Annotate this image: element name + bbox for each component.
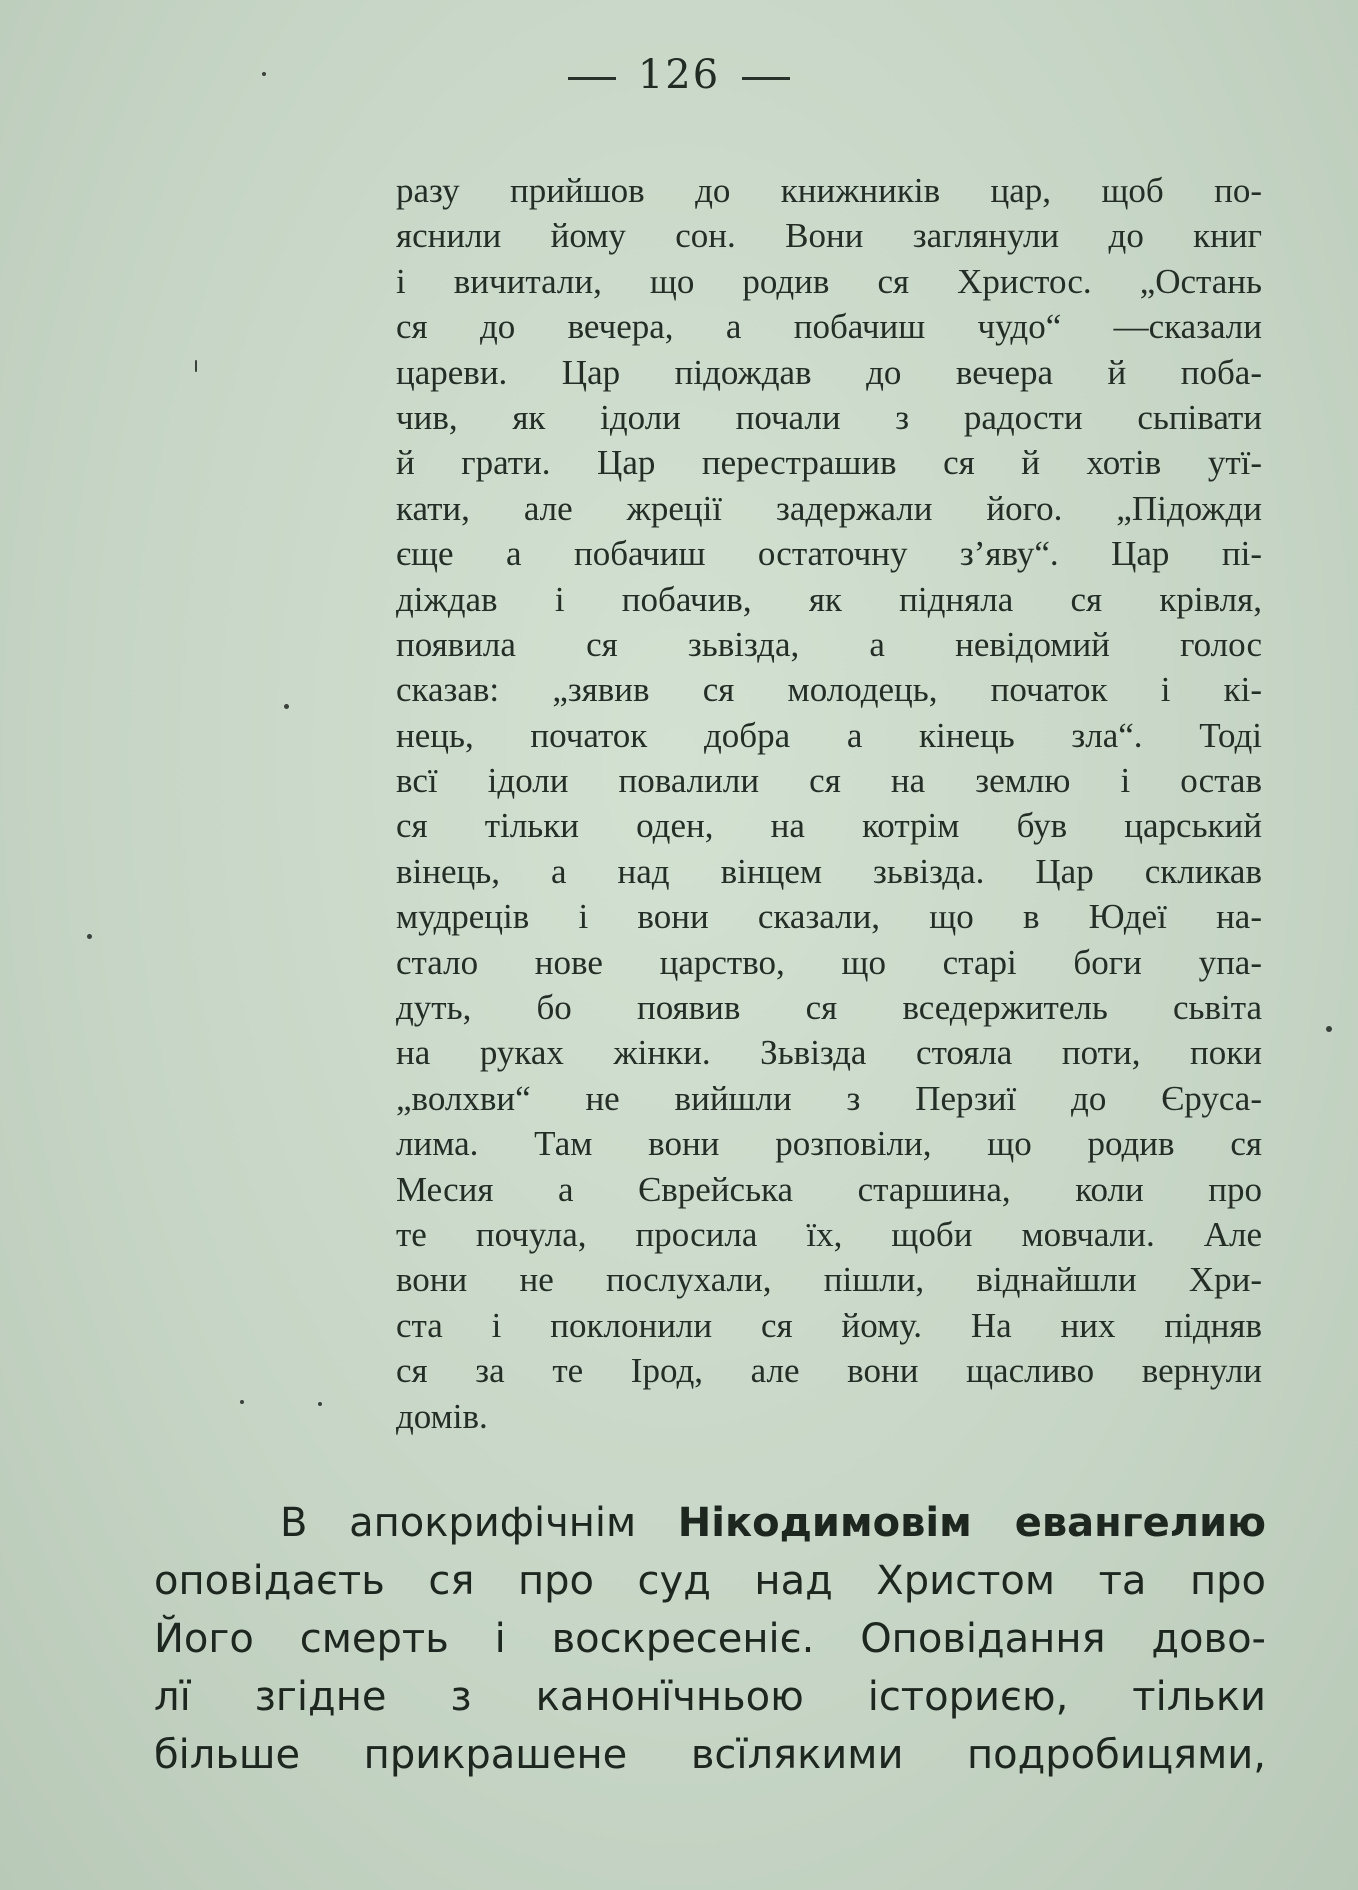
quote-line: разу прийшов до книжників цар, щоб по- [396,171,1262,210]
page-number-text: 126 [637,52,721,98]
quote-line: яснили йому сон. Вони заглянули до книг [396,216,1262,256]
quote-line: сказав: „зявив ся молодець, початок і кі- [396,670,1262,710]
paper-speck [318,1402,322,1406]
page-number [0,52,1358,98]
main-line: оповідаєть ся про суд над Христом та про [154,1558,1266,1604]
quote-line: домів. [396,1396,488,1436]
main-line: лї згідне з канонїчньою істориєю, тільки [154,1674,1266,1720]
main-paragraph [154,1494,1266,1784]
paper-speck [87,934,92,939]
quote-line: стало нове царство, що старі боги упа- [396,942,1262,982]
main-paragraph-first-line [154,1494,1266,1552]
quote-line: чив, як ідоли почали з радости сьпівати [396,397,1262,437]
quote-line: діждав і побачив, як підняла ся крівля, [396,579,1262,619]
paragraph-intro: В апокрифічнім [280,1500,637,1546]
quote-line: ся за те Ірод, але вони щасливо вернули [396,1351,1262,1391]
quote-line: нець, початок добра а кінець зла“. Тоді [396,715,1262,755]
quote-line: всї ідоли повалили ся на землю і остав [396,761,1262,801]
gospel-title: Нікодимовім евангелию [677,1500,1266,1546]
quote-line: кати, але жреції задержали його. „Підожди [396,488,1262,528]
paper-speck [195,360,197,372]
quote-line: єще а побачиш остаточну з’яву“. Цар пі- [396,534,1262,574]
paper-speck [262,72,266,76]
left-dash [568,77,616,80]
quote-line: мудреців і вони сказали, що в Юдеї на- [396,897,1262,937]
paper-speck [284,704,289,709]
main-line: більше прикрашене всїлякими подробицями, [154,1732,1266,1778]
quote-line: й грати. Цар перестрашив ся й хотів утї- [396,443,1262,483]
quote-line: те почула, просила їх, щоби мовчали. Але [396,1214,1262,1254]
paper-speck [240,1400,244,1404]
quote-line: „волхви“ не вийшли з Перзиї до Єруса- [396,1078,1262,1118]
right-dash [742,77,790,80]
paper-speck [1326,1026,1332,1032]
quote-line: лима. Там вони розповіли, що родив ся [396,1124,1262,1164]
quote-line: цареви. Цар підождав до вечера й поба- [396,352,1262,392]
quote-line: дуть, бо появив ся вседержитель сьвіта [396,988,1262,1028]
quote-line: ся тільки оден, на котрім був царський [396,806,1262,846]
quote-line: ся до вечера, а побачиш чудо“ —сказали [396,307,1262,347]
quote-line: вони не послухали, пішли, віднайшли Хри- [396,1260,1262,1300]
quote-line: ста і поклонили ся йому. На них підняв [396,1305,1262,1345]
quote-line: вінець, а над вінцем зьвізда. Цар скликав [396,851,1262,891]
quote-line: появила ся зьвізда, а невідомий голос [396,624,1262,664]
quoted-passage [396,168,1262,1439]
quote-line: і вичитали, що родив ся Христос. „Остань [396,261,1262,301]
quote-line: на руках жінки. Зьвізда стояла поти, поки [396,1033,1262,1073]
main-line: Його смерть і воскресеніє. Оповідання дово- [154,1616,1266,1662]
quote-line: Месия а Єврейська старшина, коли про [396,1169,1262,1209]
